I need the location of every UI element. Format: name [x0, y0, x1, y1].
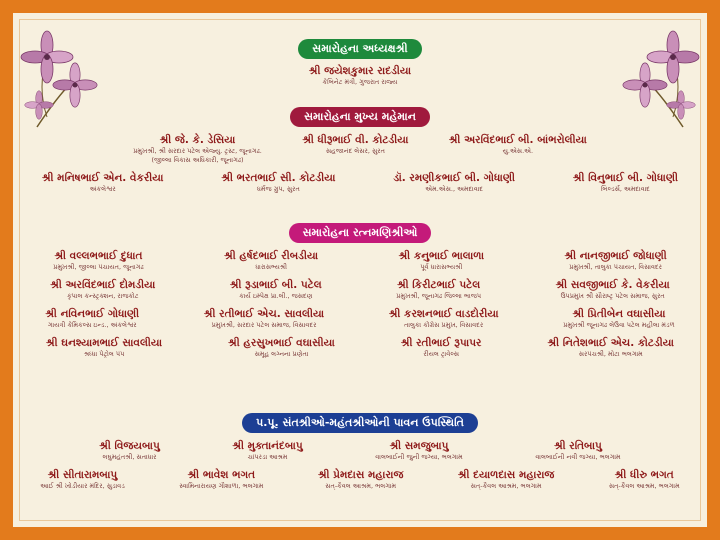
person-desc: વાલબાઈની જુની જગ્યા, ભલગામ [375, 453, 463, 461]
person-desc: ઉપપ્રમુખ શ્રી સૌરાષ્ટ્ર પટેલ સમાજ, સુરત [560, 292, 665, 300]
person-desc: કૃપાલ કન્સ્ટ્રક્શન, રાજકોટ [67, 292, 139, 300]
person-entry [45, 307, 139, 330]
gems-row-4 [13, 336, 707, 359]
person-entry [221, 171, 335, 194]
person-name: શ્રી રતીભાઈ રૂપાપર [400, 337, 482, 349]
person-desc: અંકલેશ્વર [89, 185, 116, 193]
person-desc: સહજાનંદ લેસર, સુરત [325, 147, 385, 155]
person-entry [556, 278, 670, 301]
person-desc: રીયલ ટ્રાવેલ્સ [423, 350, 459, 358]
person-desc: બિલ્ડર્સ, અમદાવાદ [600, 185, 650, 193]
person-desc: સમૂહ લગ્નના પ્રણેતા [254, 350, 309, 358]
person-name: શ્રી નાનજીભાઈ જોધાણી [564, 250, 667, 262]
person-desc: સત્-કૈવલ આશ્રમ, ભલગામ [470, 482, 542, 490]
person-name: શ્રી ઘનશ્યામભાઈ સાવલીયા [46, 337, 163, 349]
person-entry [46, 336, 162, 359]
person-entry [548, 336, 674, 359]
person-entry [50, 278, 155, 301]
person-desc: યુ.એસ.એ. [502, 147, 534, 155]
person-entry [232, 439, 302, 462]
person-entry [318, 468, 403, 491]
person-name: શ્રી સીતારામબાપુ [47, 469, 118, 481]
person-desc: તાલુકા કોંગ્રેસ પ્રમુખ, વિસાવદર [404, 321, 484, 329]
person-desc: પ્રમુખશ્રી, સરદાર પટેલ સમાજ, વિસાવદર [211, 321, 317, 329]
person-desc: પ્રમુખશ્રી જૂનાગઢ લેઉવા પટેલ મહીલા મંડળ [563, 321, 675, 329]
person-name: શ્રી પ્રેમદાસ મહારાજ [317, 469, 404, 481]
person-desc: લઘુમહંતશ્રી, સતાધાર [102, 453, 157, 461]
person-name: શ્રી કનુભાઈ ભાલાળા [398, 250, 485, 262]
person-entry [53, 249, 143, 272]
person-desc: ગાયત્રી કેમિકલ્સ ઇન્ડ., અંકલેશ્વર [47, 321, 137, 329]
person-name: શ્રી ભરતભાઈ સી. કોટડીયા [221, 172, 336, 184]
person-name: શ્રી સવજીભાઈ કે. વેકરીયા [555, 279, 670, 291]
chief-guests-section [13, 105, 707, 194]
person-desc: પ્રમુખશ્રી, તાલુકા પંચાયત, વિસાવદર [569, 263, 662, 271]
person-entry [535, 439, 620, 462]
chief-guests-row-1 [13, 133, 707, 165]
president-banner: સમારોહના અધ્યક્ષશ્રી [298, 39, 421, 59]
person-entry [399, 249, 484, 272]
person-name: શ્રી વલ્લભભાઈ દુધાત [54, 250, 143, 262]
person-entry [609, 468, 680, 491]
person-entry [224, 249, 318, 272]
person-name: શ્રી સમજુબાપુ [389, 440, 449, 452]
person-name: શ્રી કિરીટભાઈ પટેલ [397, 279, 481, 291]
person-entry [401, 336, 482, 359]
person-name: શ્રી નવિનભાઈ ગોધાણી [45, 308, 140, 320]
person-desc: સરપંચશ્રી, મોટા ભલગામ [578, 350, 643, 358]
person-name: શ્રી ભાવેશ ભગત [187, 469, 256, 481]
gems-row-2 [13, 278, 707, 301]
person-name: શ્રી હર્ષદભાઈ રીબડીયા [224, 250, 319, 262]
person-entry [204, 307, 324, 330]
person-desc: કાર્ય ઇમ્પેક્ષ પ્રા.લી., જસદણ [239, 292, 313, 300]
person-entry [396, 278, 481, 301]
person-desc: પ્રમુખશ્રી, જૂનાગઢ જિલ્લા ભાજપ [396, 292, 482, 300]
gems-row-1 [13, 249, 707, 272]
person-desc: સત્-કૈવલ આશ્રમ, ભલગામ [325, 482, 397, 490]
person-name: શ્રી મનિષભાઈ એન. વેકરીયા [41, 172, 164, 184]
person-name: ડૉ. રમણીકભાઈ બી. ગોધાણી [393, 172, 515, 184]
person-desc: આઈ શ્રી ખોડીયાર મંદિર, સુડાવડ [40, 482, 125, 490]
person-name: શ્રી અરવિંદભાઈ દોમડીયા [50, 279, 156, 291]
person-entry [565, 249, 667, 272]
person-entry [179, 468, 263, 491]
person-desc: એમ.એસ., અમદાવાદ [425, 185, 484, 193]
president-entry [13, 64, 707, 87]
person-entry [375, 439, 462, 462]
person-name: શ્રી વિનુભાઈ બી. ગોધાણી [572, 172, 678, 184]
person-entry [133, 133, 262, 165]
person-entry [573, 171, 678, 194]
person-entry [302, 133, 408, 165]
person-name: શ્રી ધીરુ ભગત [614, 469, 674, 481]
person-name: શ્રી અરવિંદભાઈ બી. બાંભરોલીયા [448, 134, 587, 146]
chief-guests-banner: સમારોહના મુખ્ય મહેમાન [290, 107, 430, 127]
person-name: શ્રી ધીરૂભાઈ વી. કોટડીયા [302, 134, 409, 146]
person-desc: સત્-કૈવલ આશ્રમ, ભલગામ [608, 482, 680, 490]
saints-banner: પ.પૂ. સંતશ્રીઓ-મહંતશ્રીઓની પાવન ઉપસ્થિતિ [242, 413, 478, 433]
person-desc: (જીલ્લા વિકાસ અધિકારી, જૂનાગઢ) [151, 156, 244, 164]
person-desc: પૂર્વ ધારાસભ્યશ્રી [420, 263, 463, 271]
person-name: શ્રી રૂડાભાઈ બી. પટેલ [229, 279, 322, 291]
person-entry [228, 336, 335, 359]
person-entry [393, 171, 515, 194]
saints-row-1 [13, 439, 707, 462]
person-entry [449, 133, 587, 165]
person-name: શ્રી મુક્તાનંદબાપુ [232, 440, 303, 452]
gems-row-3 [13, 307, 707, 330]
person-name: શ્રી પ્રિતીબેન વઘાસીયા [572, 308, 666, 320]
person-entry [563, 307, 674, 330]
person-desc: કેબિનેટ મંત્રી, ગુજરાત રાજ્ય [322, 78, 398, 86]
saints-row-2 [13, 468, 707, 491]
person-name: શ્રી જયેશકુમાર રાદડીયા [308, 65, 412, 77]
person-desc: ચાંપરડા આશ્રમ [247, 453, 288, 461]
person-name: શ્રી દયાળદાસ મહારાજ [457, 469, 555, 481]
person-desc: ધારાસભ્યશ્રી [255, 263, 287, 271]
person-entry [99, 439, 159, 462]
person-name: શ્રી રતિબાપુ [554, 440, 602, 452]
person-entry [230, 278, 322, 301]
person-desc: વાલબાઈની નવી જગ્યા, ભલગામ [535, 453, 621, 461]
person-name: શ્રી જે. કે. ડેસિયા [159, 134, 236, 146]
person-entry [42, 171, 164, 194]
person-entry [389, 307, 499, 330]
person-desc: પ્રમુખશ્રી, જીલ્લા પંચાયત, જૂનાગઢ [53, 263, 144, 271]
saints-section [13, 411, 707, 491]
president-section [13, 37, 707, 87]
person-desc: ધર્મજ ગ્રુપ, સુરત [257, 185, 300, 193]
gems-section [13, 221, 707, 359]
person-desc: પ્રમુખશ્રી, શ્રી સરદાર પટેલ એજ્યુ. ટ્રસ્ટ, જૂનાગઢ. [133, 147, 262, 155]
person-desc: શ્રધ્ધા પેટ્રોલ પંપ [83, 350, 125, 358]
gems-banner: સમારોહના રત્નમણિશ્રીઓ [289, 223, 432, 243]
person-name: શ્રી કરશનભાઈ વાડદોરીયા [388, 308, 499, 320]
person-name: શ્રી હરસુખભાઈ વઘાસીયા [228, 337, 335, 349]
person-entry [40, 468, 125, 491]
person-name: શ્રી વિજયબાપુ [99, 440, 160, 452]
chief-guests-row-2 [13, 171, 707, 194]
person-name: શ્રી રતીભાઈ એચ. સાવલીયા [203, 308, 325, 320]
person-desc: સ્વામિનારાયણ ગૌશાળા, ભલગામ [179, 482, 264, 490]
person-entry [458, 468, 554, 491]
person-name: શ્રી નિતેશભાઈ એચ. કોટડીયા [547, 337, 674, 349]
